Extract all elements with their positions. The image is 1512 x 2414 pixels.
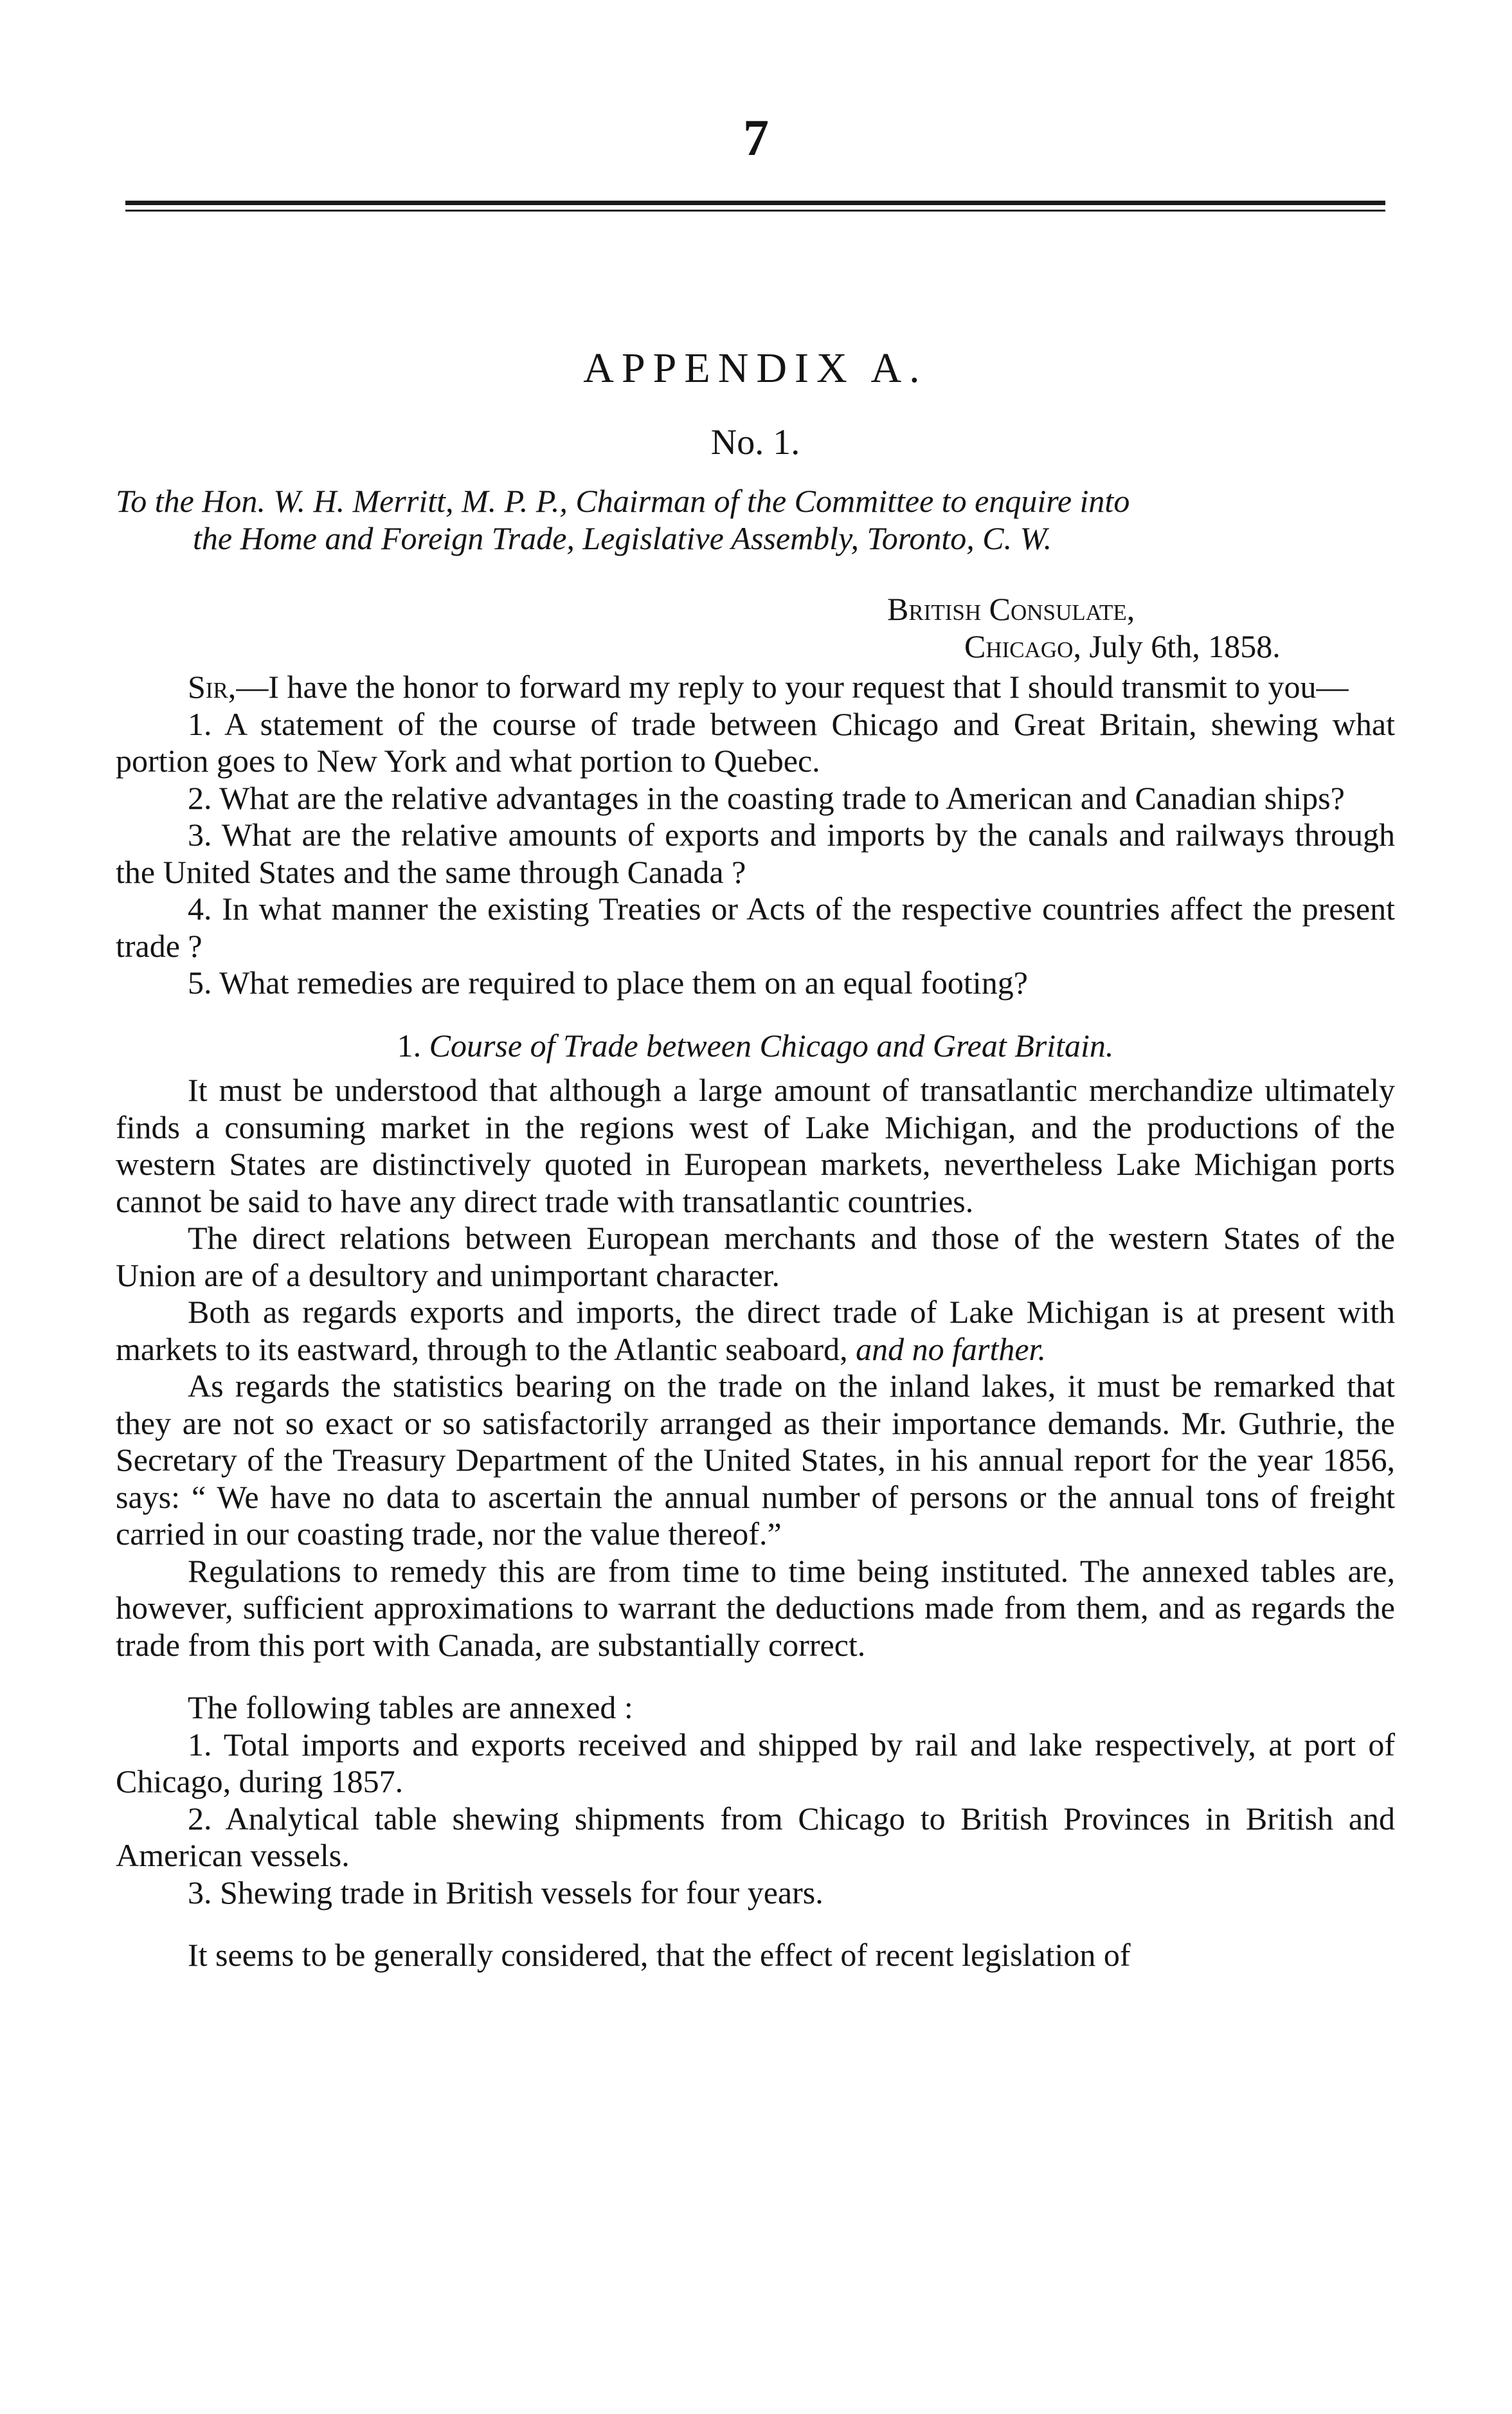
consulate-date: July 6th, 1858. — [1089, 628, 1281, 664]
consulate-city: Chicago, — [964, 628, 1081, 664]
final-line: It seems to be generally considered, that the effect of recent legislation of — [188, 1937, 1131, 1973]
request-item: 3. What are the relative amounts of exports and imports by the canals and railways through the United States and the same through Canada ? — [116, 817, 1395, 890]
request-item: 1. A statement of the course of trade between Chicago and Great Britain, shewing what portion goes to New York and what portion to Quebec. — [116, 705, 1395, 779]
consulate-place-date — [887, 628, 1281, 665]
section-title: Course of Trade between Chicago and Great Britain. — [429, 1027, 1114, 1064]
header-double-rule — [125, 201, 1385, 216]
request-item: 5. What remedies are required to place them on an equal footing? — [188, 965, 1028, 1001]
paragraph: As regards the statistics bearing on the trade on the inland lakes, it must be remarked that they are not so exact or so satisfactorily arranged as their importance demands. Mr. Guthrie, the Secretary of the Treasury Department of the United States, in his annual report for the year 1856, says: “ We have no data to ascertain the annual number of persons or the annual tons of freight carried in our coasting trade, nor the value thereof.” — [116, 1368, 1395, 1552]
table-item: 1. Total imports and exports received and shipped by rail and lake respectively, at port of Chicago, during 1857. — [116, 1726, 1395, 1799]
consulate-heading — [887, 590, 1281, 665]
paragraph: It must be understood that although a large amount of transatlantic merchandize ultimately finds a consuming market in the regions west of Lake Michigan, and the productions of the western States are distinctively quoted in European markets, nevertheless Lake Michigan ports cannot be said to have any direct trade with transatlantic countries. — [116, 1072, 1395, 1219]
paragraph — [116, 1294, 1395, 1368]
header-rule-thick — [125, 201, 1385, 205]
paragraph-italic: and no farther. — [856, 1330, 1046, 1367]
letter-intro — [116, 669, 1395, 706]
addressee — [116, 482, 1395, 557]
consulate-name: British Consulate, — [887, 591, 1135, 627]
paragraph: Regulations to remedy this are from time to time being instituted. The annexed tables are, however, sufficient approximations to warrant the deductions made from them, and as regards the trade from this port with Canada, are substantially correct. — [116, 1552, 1395, 1663]
tables-intro: The following tables are annexed : — [188, 1689, 633, 1725]
appendix-title: APPENDIX A. — [583, 345, 928, 392]
intro-text: —I have the honor to forward my reply to your request that I should transmit to you— — [236, 669, 1349, 705]
page-number: 7 — [743, 110, 769, 167]
request-item: 2. What are the relative advantages in the coasting trade to American and Canadian ships? — [188, 779, 1345, 816]
letter-body — [116, 669, 1395, 1974]
paragraph-text: Both as regards exports and imports, the direct trade of Lake Michigan is at present with markets to its eastward, through to the Atlantic seaboard, — [116, 1294, 1395, 1367]
paragraph: The direct relations between European merchants and those of the western States of the Union are of a desultory and unimportant character. — [116, 1220, 1395, 1293]
salutation: Sir, — [188, 669, 237, 705]
section-heading — [116, 1028, 1395, 1065]
header-rule-thin — [125, 210, 1385, 212]
addressee-line-2: the Home and Foreign Trade, Legislative Assembly, Toronto, C. W. — [193, 520, 1052, 556]
table-item: 2. Analytical table shewing shipments from Chicago to British Provinces in British and American vessels. — [116, 1800, 1395, 1873]
section-number: 1. — [397, 1027, 422, 1064]
request-item: 4. In what manner the existing Treaties or Acts of the respective countries affect the present trade ? — [116, 891, 1395, 964]
table-item: 3. Shewing trade in British vessels for four years. — [188, 1874, 824, 1910]
addressee-line-1: To the Hon. W. H. Merritt, M. P. P., Chairman of the Committee to enquire into — [116, 483, 1130, 519]
appendix-number: No. 1. — [710, 422, 800, 462]
